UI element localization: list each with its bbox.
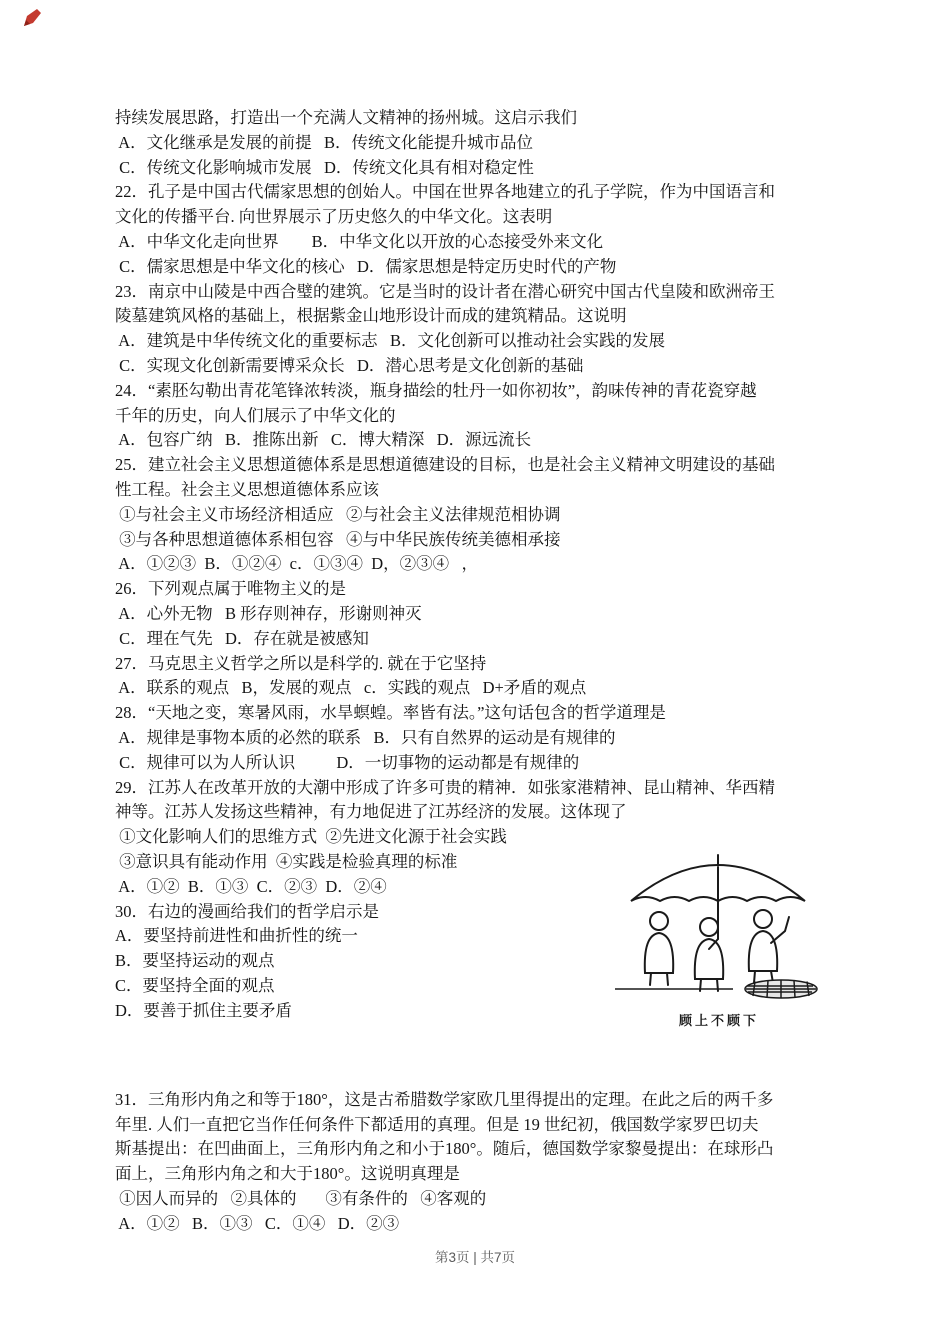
option-line: D．要善于抓住主要矛盾 [115,1000,292,1020]
option-line: A．中华文化走向世界 B．中华文化以开放的心态接受外来文化 [115,231,604,251]
cartoon-caption: 顾上不顾下 [678,1012,759,1028]
question-stem-line: 23．南京中山陵是中西合璧的建筑。它是当时的设计者在潜心研究中国古代皇陵和欧洲帝王 [115,281,775,301]
option-line: A．要坚持前进性和曲折性的统一 [115,926,358,946]
body-line: 斯基提出：在凹曲面上，三角形内角之和小于180°。随后，德国数学家黎曼提出：在球形凸 [115,1139,774,1159]
option-line: ①因人而异的 ②具体的 ③有条件的 ④客观的 [115,1188,487,1208]
body-line: 面上，三角形内角之和大于180°。这说明真理是 [115,1164,460,1184]
option-line: C．传统文化影响城市发展 D．传统文化具有相对稳定性 [115,157,534,177]
option-line: ①文化影响人们的思维方式 ②先进文化源于社会实践 [115,827,507,847]
section-gap [115,1038,835,1088]
question-stem-line: 24．“素胚勾勒出青花笔锋浓转淡，瓶身描绘的牡丹一如你初妆”，韵味传神的青花瓷穿越 [115,380,757,400]
option-line: ①与社会主义市场经济相适应 ②与社会主义法律规范相协调 [115,504,561,524]
option-line: A．①② B．①③ C．①④ D．②③ [115,1213,400,1233]
option-line: A．文化继承是发展的前提 B．传统文化能提升城市品位 [115,132,534,152]
question-stem-line: 30．右边的漫画给我们的哲学启示是 [115,901,379,921]
watermark-logo-icon [21,7,43,29]
option-line: C．要坚持全面的观点 [115,975,275,995]
option-line: C．实现文化创新需要博采众长 D．潜心思考是文化创新的基础 [115,355,584,375]
cartoon-figure [603,847,835,1034]
question-stem-line: 29．江苏人在改革开放的大潮中形成了许多可贵的精神．如张家港精神、昆山精神、华西精 [115,777,775,797]
body-line: 性工程。社会主义思想道德体系应该 [115,479,379,499]
body-line: 持续发展思路，打造出一个充满人文精神的扬州城。这启示我们 [115,108,577,127]
body-line: 年里. 人们一直把它当作任何条件下都适用的真理。但是 19 世纪初，俄国数学家罗巴切夫 [115,1114,759,1134]
option-line: ③与各种思想道德体系相包容 ④与中华民族传统美德相承接 [115,529,561,549]
question-stem-line: 27．马克思主义哲学之所以是科学的. 就在于它坚持 [115,653,487,673]
cartoon-image [603,847,835,999]
option-line: A．①②③ B．①②④ c．①③④ D，②③④ ， [115,554,478,574]
option-line: A．联系的观点 B，发展的观点 c．实践的观点 D+矛盾的观点 [115,678,587,698]
question-stem-line: 28．“天地之变，寒暑风雨，水旱螟蝗。率皆有法。”这句话包含的哲学道理是 [115,703,666,723]
question-stem-line: 22．孔子是中国古代儒家思想的创始人。中国在世界各地建立的孔子学院，作为中国语言和 [115,182,775,202]
question-stem-line: 25．建立社会主义思想道德体系是思想道德建设的目标，也是社会主义精神文明建设的基础 [115,455,775,475]
page-footer: 第3页 | 共7页 [434,1250,516,1265]
body-line: 文化的传播平台. 向世界展示了历史悠久的中华文化。这表明 [115,207,553,227]
body-line: 千年的历史，向人们展示了中华文化的 [115,405,396,425]
option-line: A．建筑是中华传统文化的重要标志 B．文化创新可以推动社会实践的发展 [115,331,666,351]
option-line: A．心外无物 B 形存则神存，形谢则神灭 [115,603,422,623]
option-line: A．规律是事物本质的必然的联系 B．只有自然界的运动是有规律的 [115,727,616,747]
question-stem-line: 26．下列观点属于唯物主义的是 [115,579,346,599]
option-line: A．①② B．①③ C．②③ D．②④ [115,876,387,896]
option-line: ③意识具有能动作用 ④实践是检验真理的标准 [115,851,458,871]
body-line: 神等。江苏人发扬这些精神，有力地促进了江苏经济的发展。这体现了 [115,802,627,822]
option-line: C．理在气先 D．存在就是被感知 [115,628,369,648]
option-line: A．包容广纳 B．推陈出新 C．博大精深 D．源远流长 [115,430,532,450]
body-line: 陵墓建筑风格的基础上，根据紫金山地形设计而成的建筑精品。这说明 [115,306,627,326]
option-line: C．儒家思想是中华文化的核心 D．儒家思想是特定历史时代的产物 [115,256,617,276]
option-line: B．要坚持运动的观点 [115,951,275,971]
option-line: C．规律可以为人所认识 D．一切事物的运动都是有规律的 [115,752,580,772]
question-stem-line: 31．三角形内角之和等于180°，这是古希腊数学家欧几里得提出的定理。在此之后的两千多 [115,1089,774,1109]
